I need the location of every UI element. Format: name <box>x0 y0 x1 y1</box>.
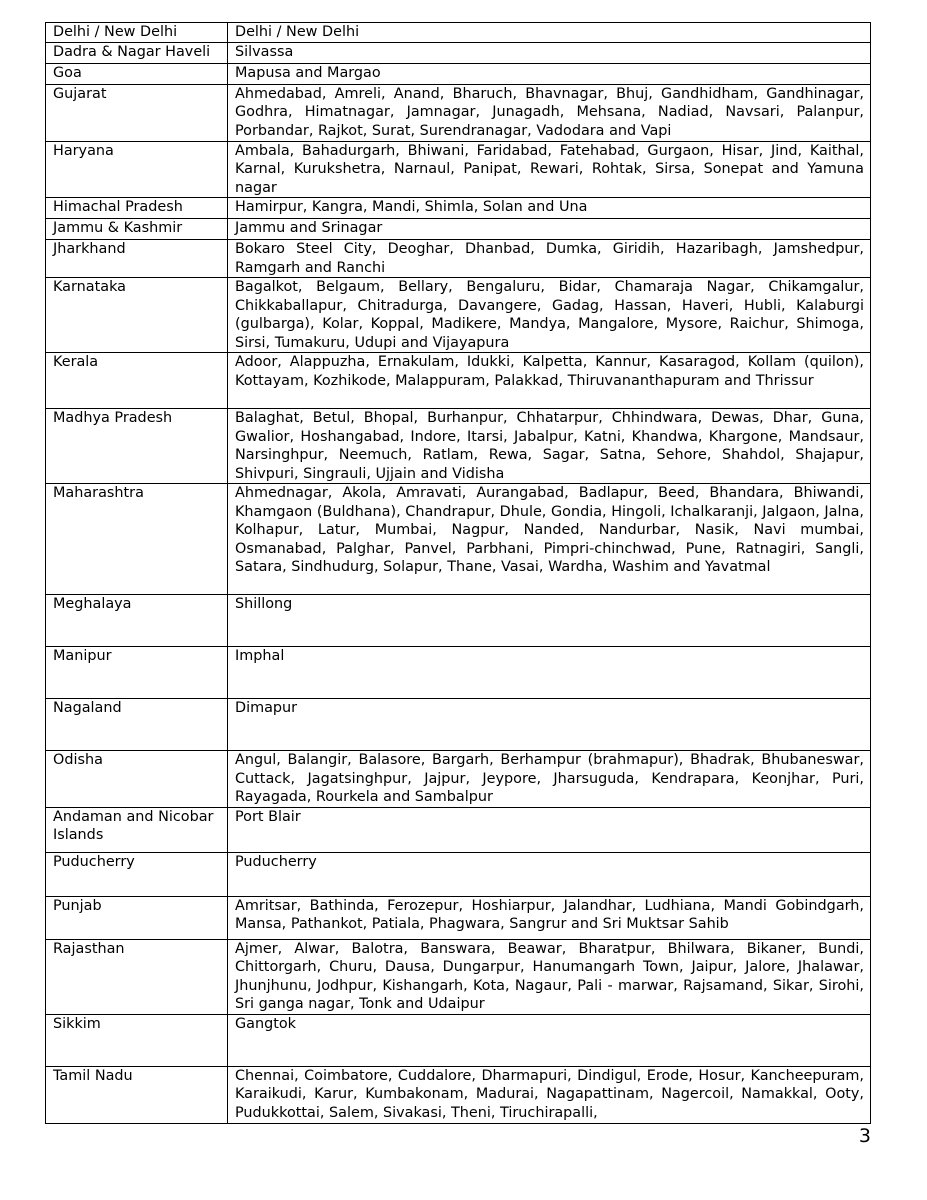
table-row <box>46 751 871 808</box>
cities-cell: Chennai, Coimbatore, Cuddalore, Dharmapuri, Dindigul, Erode, Hosur, Kancheepuram, Karaikudi, Karur, Kumbakonam, Madurai, Nagapattinam, Nagercoil, Namakkal, Ooty, Pudukkottai, Salem, Sivakasi, Theni, Tiruchirapalli, <box>228 1066 871 1123</box>
table-row <box>46 896 871 939</box>
table-row <box>46 278 871 353</box>
table-row <box>46 807 871 852</box>
cities-cell: Ajmer, Alwar, Balotra, Banswara, Beawar, Bharatpur, Bhilwara, Bikaner, Bundi, Chittorgarh, Churu, Dausa, Dungarpur, Hanumangarh Town, Jaipur, Jalore, Jhalawar, Jhunjhunu, Jodhpur, Kishangarh, Kota, Nagaur, Pali - marwar, Rajsamand, Sikar, Sirohi, Sri ganga nagar, Tonk and Udaipur <box>228 939 871 1014</box>
table-row <box>46 647 871 699</box>
state-cell: Odisha <box>46 751 228 808</box>
state-cell: Andaman and Nicobar Islands <box>46 807 228 852</box>
cities-cell: Gangtok <box>228 1014 871 1066</box>
cities-cell: Delhi / New Delhi <box>228 23 871 43</box>
table-row <box>46 198 871 219</box>
cities-cell: Adoor, Alappuzha, Ernakulam, Idukki, Kalpetta, Kannur, Kasaragod, Kollam (quilon), Kottayam, Kozhikode, Malappuram, Palakkad, Thiruvananthapuram and Thrissur <box>228 353 871 409</box>
table-row <box>46 1066 871 1123</box>
state-cell: Kerala <box>46 353 228 409</box>
state-cell: Goa <box>46 63 228 84</box>
cities-cell: Bagalkot, Belgaum, Bellary, Bengaluru, Bidar, Chamaraja Nagar, Chikamgalur, Chikkaballapur, Chitradurga, Davangere, Gadag, Hassan, Haveri, Hubli, Kalaburgi (gulbarga), Kolar, Koppal, Madikere, Mandya, Mangalore, Mysore, Raichur, Shimoga, Sirsi, Tumakuru, Udupi and Vijayapura <box>228 278 871 353</box>
cities-cell: Port Blair <box>228 807 871 852</box>
table-row <box>46 240 871 278</box>
table-row <box>46 852 871 896</box>
state-cell: Delhi / New Delhi <box>46 23 228 43</box>
state-cell: Madhya Pradesh <box>46 409 228 484</box>
table-row <box>46 63 871 84</box>
state-cell: Jammu & Kashmir <box>46 219 228 240</box>
state-cell: Himachal Pradesh <box>46 198 228 219</box>
state-cell: Nagaland <box>46 699 228 751</box>
state-cell: Meghalaya <box>46 595 228 647</box>
state-cell: Sikkim <box>46 1014 228 1066</box>
cities-cell: Dimapur <box>228 699 871 751</box>
state-cell: Gujarat <box>46 84 228 141</box>
table-row <box>46 353 871 409</box>
state-cell: Karnataka <box>46 278 228 353</box>
table-row <box>46 84 871 141</box>
state-cell: Maharashtra <box>46 484 228 595</box>
cities-cell: Bokaro Steel City, Deoghar, Dhanbad, Dumka, Giridih, Hazaribagh, Jamshedpur, Ramgarh and Ranchi <box>228 240 871 278</box>
table-row <box>46 219 871 240</box>
cities-cell: Ahmednagar, Akola, Amravati, Aurangabad, Badlapur, Beed, Bhandara, Bhiwandi, Khamgaon (Buldhana), Chandrapur, Dhule, Gondia, Hingoli, Ichalkaranji, Jalgaon, Jalna, Kolhapur, Latur, Mumbai, Nagpur, Nanded, Nandurbar, Nasik, Navi mumbai, Osmanabad, Palghar, Panvel, Parbhani, Pimpri-chinchwad, Pune, Ratnagiri, Sangli, Satara, Sindhudurg, Solapur, Thane, Vasai, Wardha, Washim and Yavatmal <box>228 484 871 595</box>
cities-cell: Imphal <box>228 647 871 699</box>
cities-cell: Puducherry <box>228 852 871 896</box>
state-cell: Dadra & Nagar Haveli <box>46 42 228 63</box>
state-cell: Jharkhand <box>46 240 228 278</box>
state-cell: Punjab <box>46 896 228 939</box>
state-cell: Puducherry <box>46 852 228 896</box>
state-cell: Manipur <box>46 647 228 699</box>
cities-cell: Ambala, Bahadurgarh, Bhiwani, Faridabad, Fatehabad, Gurgaon, Hisar, Jind, Kaithal, Karnal, Kurukshetra, Narnaul, Panipat, Rewari, Rohtak, Sirsa, Sonepat and Yamuna nagar <box>228 141 871 198</box>
cities-cell: Amritsar, Bathinda, Ferozepur, Hoshiarpur, Jalandhar, Ludhiana, Mandi Gobindgarh, Mansa, Pathankot, Patiala, Phagwara, Sangrur and Sri Muktsar Sahib <box>228 896 871 939</box>
table-row <box>46 484 871 595</box>
cities-cell: Angul, Balangir, Balasore, Bargarh, Berhampur (brahmapur), Bhadrak, Bhubaneswar, Cuttack, Jagatsinghpur, Jajpur, Jeypore, Jharsuguda, Kendrapara, Keonjhar, Puri, Rayagada, Rourkela and Sambalpur <box>228 751 871 808</box>
page-number: 3 <box>858 1125 871 1147</box>
table-row <box>46 23 871 43</box>
state-cell: Tamil Nadu <box>46 1066 228 1123</box>
table-row <box>46 409 871 484</box>
table-row <box>46 42 871 63</box>
table-row <box>46 1014 871 1066</box>
table-row <box>46 595 871 647</box>
cities-cell: Balaghat, Betul, Bhopal, Burhanpur, Chhatarpur, Chhindwara, Dewas, Dhar, Guna, Gwalior, Hoshangabad, Indore, Itarsi, Jabalpur, Katni, Khandwa, Khargone, Mandsaur, Narsinghpur, Neemuch, Ratlam, Rewa, Sagar, Satna, Sehore, Shahdol, Shajapur, Shivpuri, Singrauli, Ujjain and Vidisha <box>228 409 871 484</box>
state-cell: Rajasthan <box>46 939 228 1014</box>
cities-cell: Silvassa <box>228 42 871 63</box>
state-city-table <box>45 22 871 1124</box>
cities-cell: Mapusa and Margao <box>228 63 871 84</box>
table-row <box>46 699 871 751</box>
table-row <box>46 939 871 1014</box>
table-row <box>46 141 871 198</box>
state-cell: Haryana <box>46 141 228 198</box>
cities-cell: Jammu and Srinagar <box>228 219 871 240</box>
cities-cell: Ahmedabad, Amreli, Anand, Bharuch, Bhavnagar, Bhuj, Gandhidham, Gandhinagar, Godhra, Himatnagar, Jamnagar, Junagadh, Mehsana, Nadiad, Navsari, Palanpur, Porbandar, Rajkot, Surat, Surendranagar, Vadodara and Vapi <box>228 84 871 141</box>
cities-cell: Hamirpur, Kangra, Mandi, Shimla, Solan and Una <box>228 198 871 219</box>
cities-cell: Shillong <box>228 595 871 647</box>
